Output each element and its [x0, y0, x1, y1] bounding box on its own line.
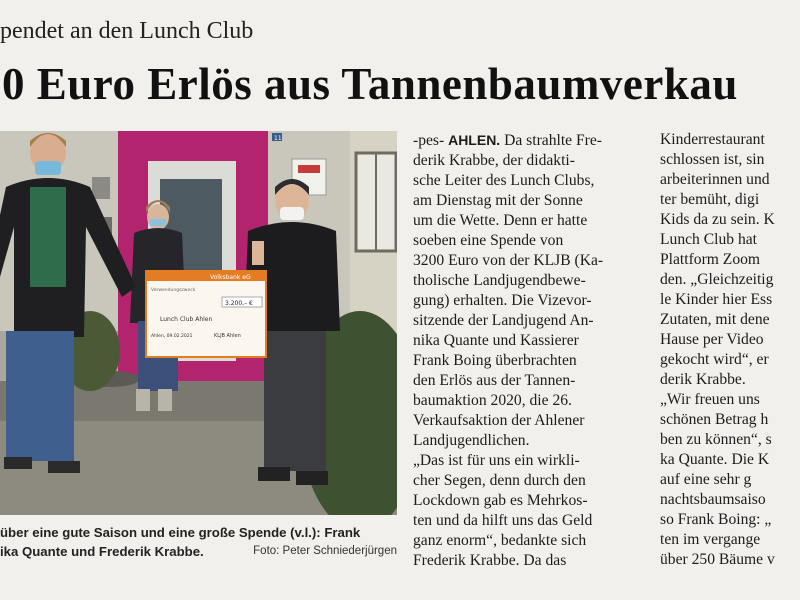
article-line — [413, 211, 651, 231]
article-line-text: Verkaufsaktion der Ahlener — [413, 412, 585, 429]
article-line-text: ten und da hilft uns das Geld — [413, 512, 593, 529]
article-line — [413, 291, 651, 311]
article-line — [413, 271, 651, 291]
donation-cheque — [146, 271, 266, 357]
cheque-bank-name: Volksbank eG — [210, 274, 251, 281]
caption-line-2-text: ika Quante und Frederik Krabbe. — [0, 544, 204, 559]
article-line — [413, 171, 651, 191]
article-line-text: soeben eine Spende von — [413, 232, 564, 249]
article-line — [413, 331, 651, 351]
article-line — [413, 411, 651, 431]
article-line — [413, 231, 651, 251]
article-line: ter bemüht, digi — [660, 191, 760, 208]
article-line: schlossen ist, sin — [660, 151, 765, 168]
cheque-recipient: Lunch Club Ahlen — [160, 316, 213, 323]
cheque-place-date: Ahlen, 09.02.2021 — [151, 334, 193, 339]
article-column-2 — [660, 130, 800, 570]
cheque-signature: KLJB Ahlen — [214, 333, 241, 339]
caption-line-2 — [0, 542, 397, 561]
article-line — [413, 451, 651, 471]
article-line: Kids da zu sein. K — [660, 211, 775, 228]
cheque-field-label: Verwendungszweck — [151, 288, 196, 293]
article-line: ben zu können“, s — [660, 431, 772, 448]
article-line: ka Quante. Die K — [660, 451, 770, 468]
article-line-text: baumaktion 2020, die 26. — [413, 392, 572, 409]
photo-scene-illustration — [0, 131, 397, 515]
article-line-text: ganz enorm“, bedankte sich — [413, 532, 587, 549]
headline: 0 Euro Erlös aus Tannenbaumverkau — [2, 59, 738, 109]
article-line-text: gung) erhalten. Die Vizevor- — [413, 292, 592, 309]
article-line-text: cher Segen, denn durch den — [413, 472, 586, 489]
article-line — [413, 391, 651, 411]
article-line: le Kinder hier Ess — [660, 291, 773, 308]
house-number-sign: 11 — [274, 135, 282, 142]
article-line — [413, 511, 651, 531]
article-line — [413, 431, 651, 451]
article-line: arbeiterinnen und — [660, 171, 770, 188]
dateline: AHLEN. — [448, 132, 501, 148]
article-line — [413, 191, 651, 211]
article-line-text: 3200 Euro von der KLJB (Ka- — [413, 252, 604, 269]
article-line — [413, 471, 651, 491]
caption-line-1: über eine gute Saison und eine große Spende (v.l.): Frank — [0, 525, 361, 540]
article-line: über 250 Bäume v — [660, 551, 775, 568]
article-line: Zutaten, mit dene — [660, 311, 770, 328]
kicker-subheadline: pendet an den Lunch Club — [0, 18, 254, 44]
article-line-text: den Erlös aus der Tannen- — [413, 372, 576, 389]
article-line — [413, 551, 651, 571]
article-line — [413, 251, 651, 271]
article-line-text: Landjugendlichen. — [413, 432, 530, 449]
article-line: Plattform Zoom — [660, 251, 761, 268]
article-line — [413, 151, 651, 171]
article-column-1 — [413, 130, 651, 571]
article-line: gekocht wird“, er — [660, 351, 769, 368]
article-line: den. „Gleichzeitig — [660, 271, 774, 288]
photo-credit: Foto: Peter Schniederjürgen — [253, 545, 397, 557]
article-line — [413, 491, 651, 511]
article-line: so Frank Boing: „ — [660, 511, 772, 528]
cheque-amount: 3.200,– € — [225, 300, 253, 307]
article-line: derik Krabbe. — [660, 371, 746, 388]
article-line: nachtsbaumsaiso — [660, 491, 766, 508]
article-line-text: Da strahlte Fre- — [500, 132, 602, 149]
article-line: Hause per Video — [660, 331, 764, 348]
article-line — [413, 130, 651, 151]
article-line-text: nika Quante und Kassierer — [413, 332, 579, 349]
article-line-text: tholische Landjugendbewe- — [413, 272, 586, 289]
article-line-text: Frank Boing überbrachten — [413, 352, 577, 369]
article-line — [413, 531, 651, 551]
article-line-text: derik Krabbe, der didakti- — [413, 152, 575, 169]
article-line: Lunch Club hat — [660, 231, 758, 248]
article-line: auf eine sehr g — [660, 471, 752, 488]
article-photo — [0, 131, 397, 515]
article-line-text: -pes- — [413, 132, 449, 149]
article-line-text: sitzende der Landjugend An- — [413, 312, 594, 329]
photo-caption — [0, 523, 397, 561]
article-line-text: sche Leiter des Lunch Clubs, — [413, 172, 595, 189]
article-line-text: Lockdown gab es Mehrkos- — [413, 492, 588, 509]
article-line — [413, 311, 651, 331]
article-line — [413, 371, 651, 391]
article-line: schönen Betrag h — [660, 411, 769, 428]
article-line-text: „Das ist für uns ein wirkli- — [413, 452, 580, 469]
article-line: Kinderrestaurant — [660, 131, 765, 148]
article-line — [413, 351, 651, 371]
article-line-text: um die Wette. Denn er hatte — [413, 212, 588, 229]
article-line: „Wir freuen uns — [660, 391, 760, 408]
article-line-text: am Dienstag mit der Sonne — [413, 192, 583, 209]
article-line-text: Frederik Krabbe. Da das — [413, 552, 567, 569]
article-line: ten im vergange — [660, 531, 761, 548]
